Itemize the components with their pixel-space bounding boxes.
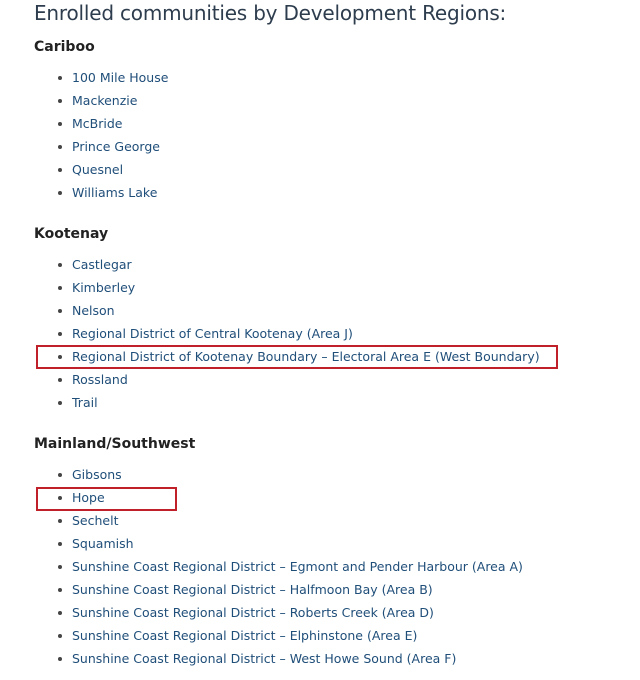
bullet-icon bbox=[58, 401, 62, 405]
community-link[interactable]: Trail bbox=[72, 395, 98, 410]
bullet-icon bbox=[58, 286, 62, 290]
bullet-icon bbox=[58, 99, 62, 103]
community-link[interactable]: McBride bbox=[72, 116, 123, 131]
community-link[interactable]: Sechelt bbox=[72, 513, 119, 528]
list-item bbox=[34, 368, 540, 391]
community-link[interactable]: Kimberley bbox=[72, 280, 136, 295]
bullet-icon bbox=[58, 122, 62, 126]
list-item bbox=[34, 66, 168, 89]
community-link[interactable]: Quesnel bbox=[72, 162, 124, 177]
list-item bbox=[34, 578, 523, 601]
list-item bbox=[34, 135, 168, 158]
bullet-icon bbox=[58, 263, 62, 267]
bullet-icon bbox=[58, 378, 62, 382]
bullet-icon bbox=[58, 355, 62, 359]
bullet-icon bbox=[58, 634, 62, 638]
list-item bbox=[34, 555, 523, 578]
bullet-icon bbox=[58, 657, 62, 661]
list-item bbox=[34, 624, 523, 647]
community-link[interactable]: Mackenzie bbox=[72, 93, 138, 108]
bullet-icon bbox=[58, 542, 62, 546]
page-title: Enrolled communities by Development Regions: bbox=[34, 1, 507, 25]
list-item bbox=[34, 463, 523, 486]
community-link[interactable]: Regional District of Kootenay Boundary – Electoral Area E (West Boundary) bbox=[72, 349, 540, 364]
community-link[interactable]: Regional District of Central Kootenay (Area J) bbox=[72, 326, 353, 341]
community-link[interactable]: Sunshine Coast Regional District – Egmont and Pender Harbour (Area A) bbox=[72, 559, 523, 574]
community-link[interactable]: Hope bbox=[72, 490, 105, 505]
region-heading: Kootenay bbox=[34, 226, 109, 242]
list-item bbox=[34, 276, 540, 299]
community-link[interactable]: Squamish bbox=[72, 536, 134, 551]
community-link[interactable]: Sunshine Coast Regional District – Elphinstone (Area E) bbox=[72, 628, 418, 643]
community-list bbox=[34, 66, 168, 204]
list-item bbox=[34, 345, 540, 368]
region-heading: Cariboo bbox=[34, 39, 95, 55]
community-link[interactable]: Sunshine Coast Regional District – Roberts Creek (Area D) bbox=[72, 605, 434, 620]
bullet-icon bbox=[58, 76, 62, 80]
list-item bbox=[34, 181, 168, 204]
community-list bbox=[34, 253, 540, 414]
community-link[interactable]: Nelson bbox=[72, 303, 115, 318]
region-heading: Mainland/Southwest bbox=[34, 436, 196, 452]
region-section-kootenay bbox=[34, 224, 634, 410]
list-item bbox=[34, 158, 168, 181]
community-link[interactable]: Rossland bbox=[72, 372, 128, 387]
list-item bbox=[34, 509, 523, 532]
community-link[interactable]: Gibsons bbox=[72, 467, 122, 482]
bullet-icon bbox=[58, 588, 62, 592]
list-item bbox=[34, 299, 540, 322]
list-item bbox=[34, 253, 540, 276]
bullet-icon bbox=[58, 309, 62, 313]
bullet-icon bbox=[58, 145, 62, 149]
community-link[interactable]: 100 Mile House bbox=[72, 70, 169, 85]
community-link[interactable]: Williams Lake bbox=[72, 185, 158, 200]
community-link[interactable]: Sunshine Coast Regional District – West Howe Sound (Area F) bbox=[72, 651, 457, 666]
bullet-icon bbox=[58, 473, 62, 477]
list-item bbox=[34, 391, 540, 414]
community-link[interactable]: Sunshine Coast Regional District – Halfmoon Bay (Area B) bbox=[72, 582, 433, 597]
list-item bbox=[34, 532, 523, 555]
list-item bbox=[34, 112, 168, 135]
list-item bbox=[34, 647, 523, 670]
list-item bbox=[34, 89, 168, 112]
region-section-mainland-southwest bbox=[34, 434, 634, 666]
bullet-icon bbox=[58, 611, 62, 615]
community-link[interactable]: Castlegar bbox=[72, 257, 132, 272]
bullet-icon bbox=[58, 191, 62, 195]
region-section-cariboo bbox=[34, 37, 634, 200]
bullet-icon bbox=[58, 496, 62, 500]
community-link[interactable]: Prince George bbox=[72, 139, 160, 154]
list-item bbox=[34, 486, 523, 509]
community-list bbox=[34, 463, 523, 670]
bullet-icon bbox=[58, 565, 62, 569]
list-item bbox=[34, 322, 540, 345]
bullet-icon bbox=[58, 332, 62, 336]
bullet-icon bbox=[58, 519, 62, 523]
bullet-icon bbox=[58, 168, 62, 172]
list-item bbox=[34, 601, 523, 624]
